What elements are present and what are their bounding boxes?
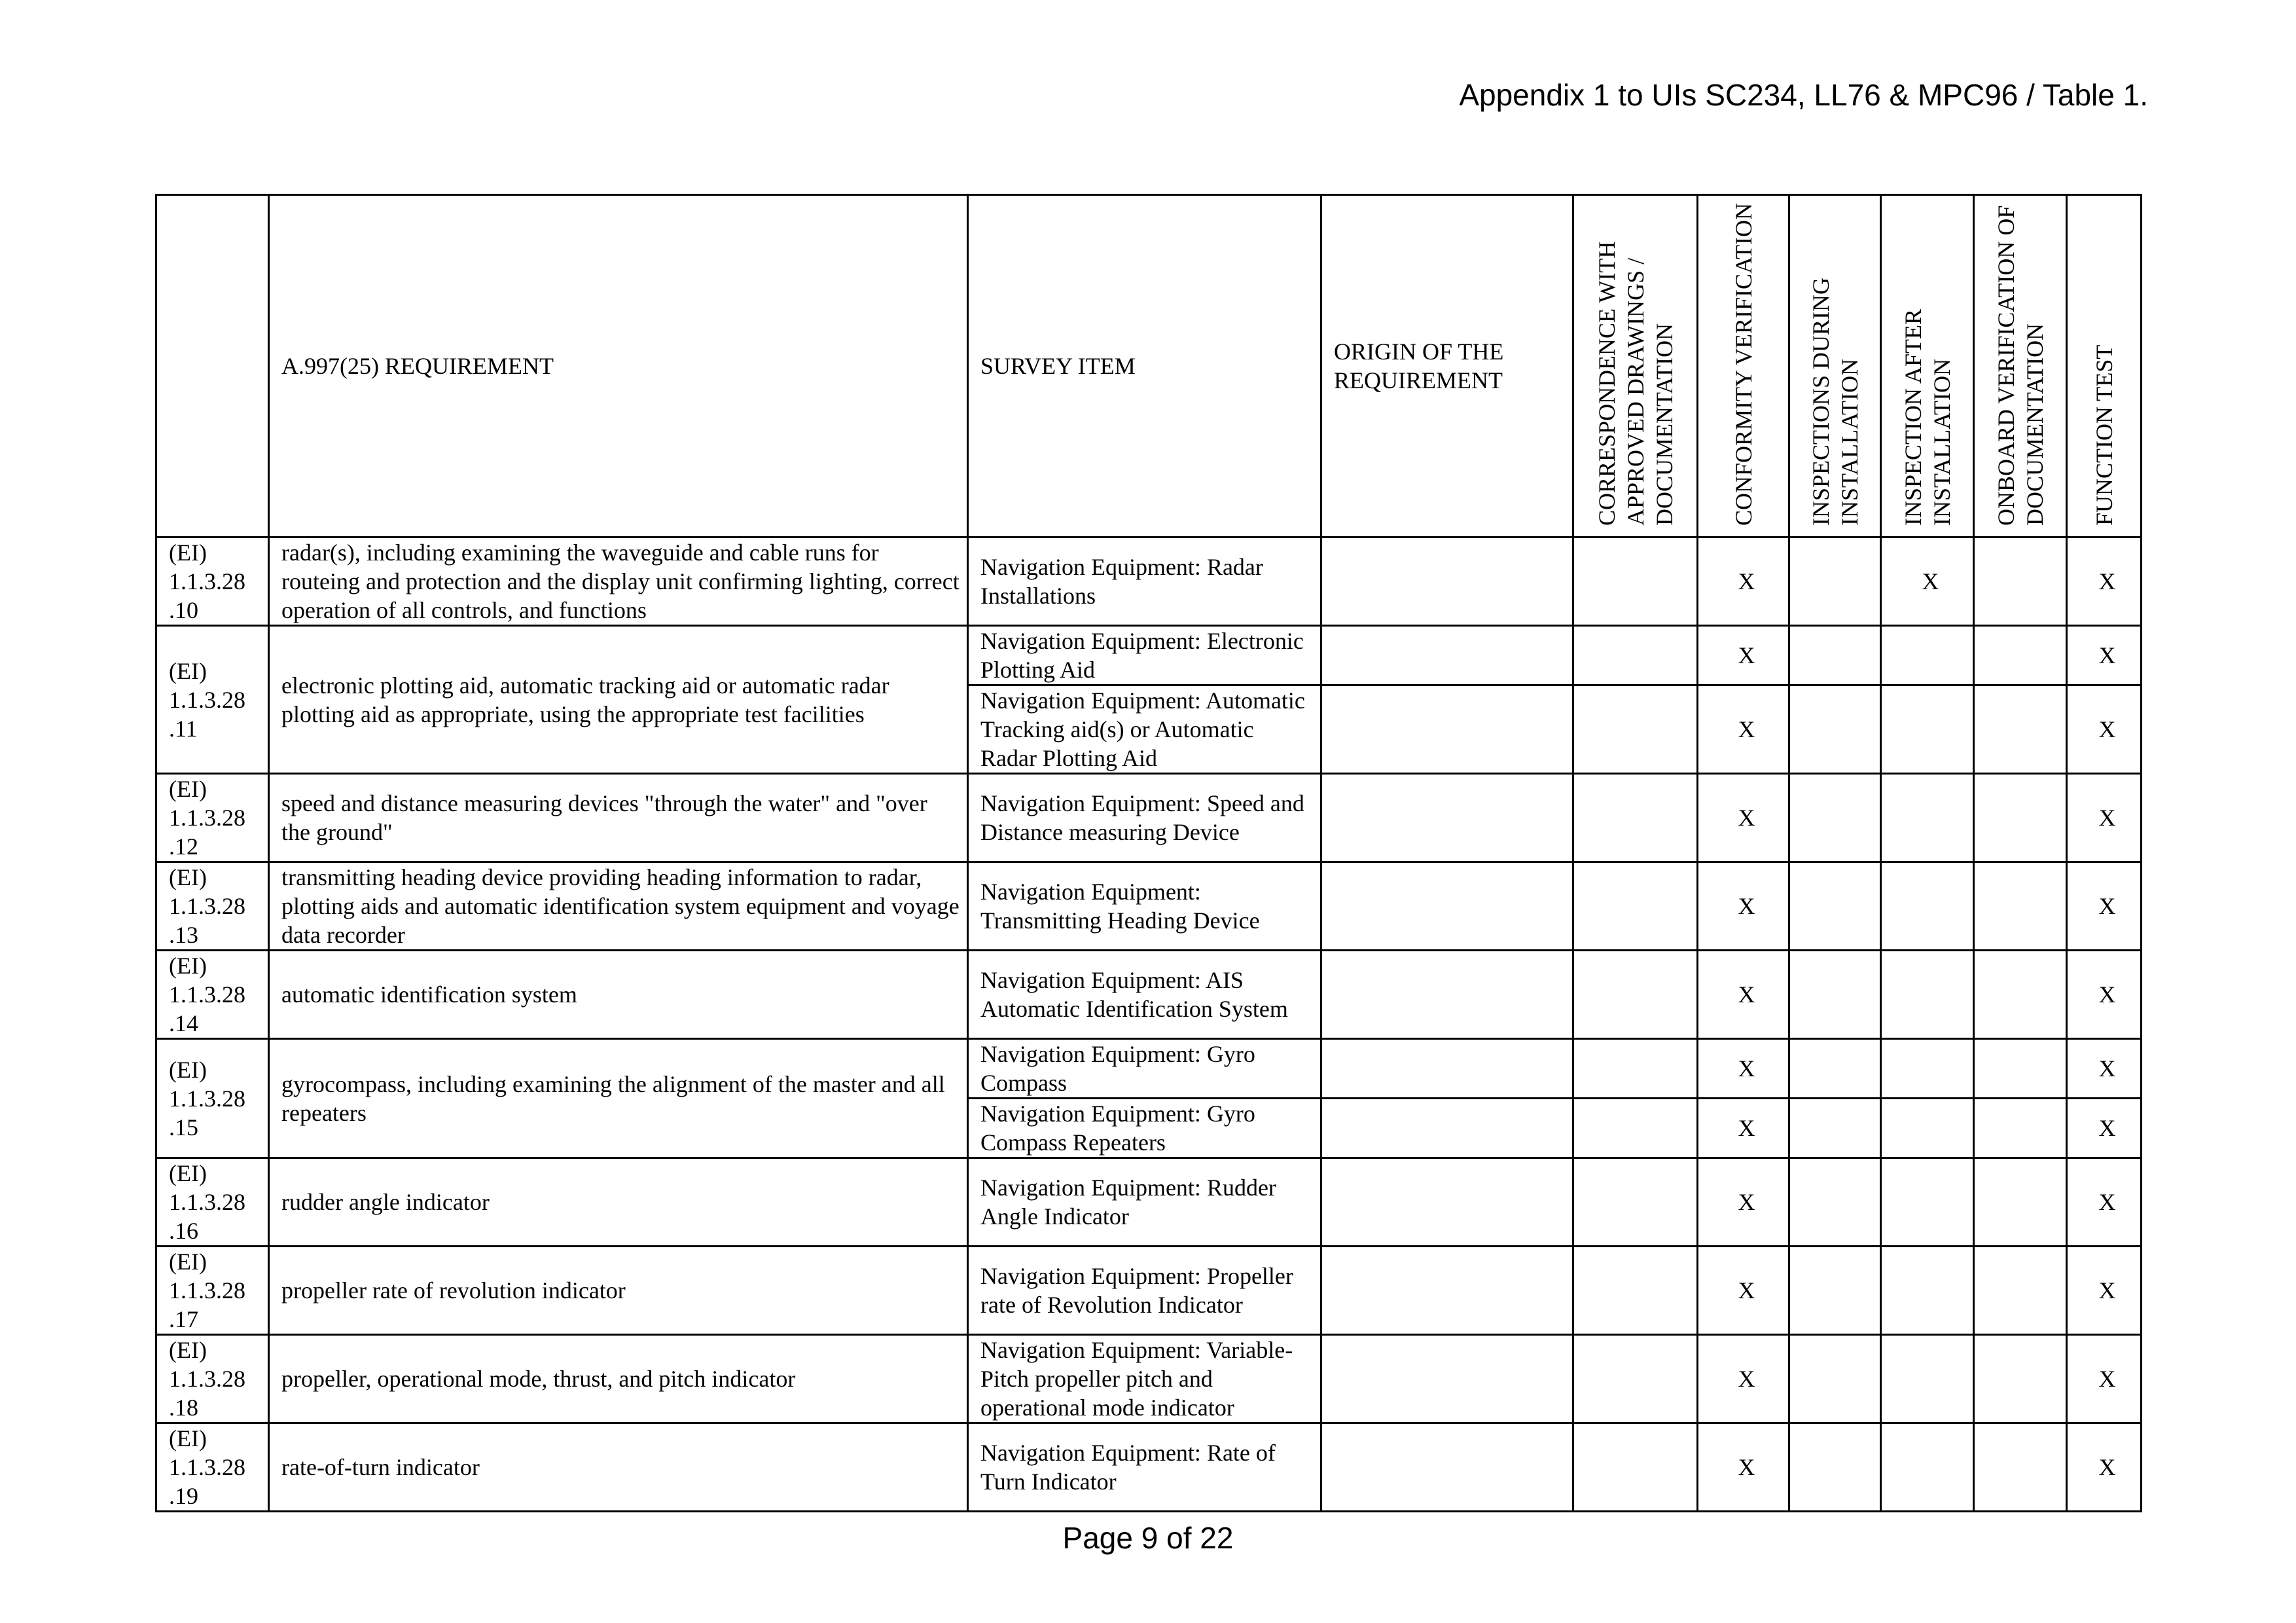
row-origin	[1321, 862, 1573, 951]
row-conformity-mark: X	[1698, 626, 1789, 685]
row-inspection-after-mark	[1881, 685, 1974, 774]
row-function-test-mark: X	[2067, 1158, 2142, 1247]
row-conformity-mark: X	[1698, 685, 1789, 774]
row-inspections-during-mark	[1789, 538, 1881, 626]
row-onboard-mark	[1974, 951, 2067, 1039]
row-ref: (EI) 1.1.3.28 .16	[156, 1158, 269, 1247]
row-function-test-mark: X	[2067, 538, 2142, 626]
row-survey-item: Navigation Equipment: Rate of Turn Indicator	[968, 1423, 1321, 1512]
row-ref: (EI) 1.1.3.28 .11	[156, 626, 269, 774]
row-correspondence-mark	[1573, 1158, 1698, 1247]
row-function-test-mark: X	[2067, 774, 2142, 862]
row-inspection-after-mark	[1881, 626, 1974, 685]
col-header-correspondence	[1573, 195, 1698, 538]
col-header-onboard	[1974, 195, 2067, 538]
row-requirement: gyrocompass, including examining the alignment of the master and all repeaters	[269, 1039, 968, 1158]
table-row	[156, 1423, 2142, 1512]
row-correspondence-mark	[1573, 685, 1698, 774]
row-requirement: speed and distance measuring devices "through the water" and "over the ground"	[269, 774, 968, 862]
row-function-test-mark: X	[2067, 685, 2142, 774]
row-onboard-mark	[1974, 862, 2067, 951]
row-inspections-during-mark	[1789, 626, 1881, 685]
row-inspections-during-mark	[1789, 951, 1881, 1039]
row-inspection-after-mark	[1881, 1423, 1974, 1512]
table-row	[156, 862, 2142, 951]
row-origin	[1321, 1247, 1573, 1335]
row-inspections-during-mark	[1789, 1423, 1881, 1512]
table-row	[156, 951, 2142, 1039]
row-origin	[1321, 626, 1573, 685]
col-header-onboard-text: ONBOARD VERIFICATION OF DOCUMENTATION	[1992, 205, 2048, 526]
row-survey-item: Navigation Equipment: Rudder Angle Indicator	[968, 1158, 1321, 1247]
col-header-inspection-after-text: INSPECTION AFTER INSTALLATION	[1899, 308, 1955, 526]
col-header-function-test-text: FUNCTION TEST	[2090, 344, 2117, 526]
col-header-ref	[156, 195, 269, 538]
row-conformity-mark: X	[1698, 1247, 1789, 1335]
row-inspections-during-mark	[1789, 685, 1881, 774]
table-row	[156, 626, 2142, 685]
row-onboard-mark	[1974, 1099, 2067, 1158]
row-requirement: propeller, operational mode, thrust, and pitch indicator	[269, 1335, 968, 1423]
row-correspondence-mark	[1573, 538, 1698, 626]
row-origin	[1321, 774, 1573, 862]
row-onboard-mark	[1974, 774, 2067, 862]
row-onboard-mark	[1974, 1158, 2067, 1247]
row-correspondence-mark	[1573, 1247, 1698, 1335]
row-ref: (EI) 1.1.3.28 .13	[156, 862, 269, 951]
col-header-correspondence-text: CORRESPONDENCE WITH APPROVED DRAWINGS / DOCUMENTATION	[1593, 241, 1677, 526]
row-function-test-mark: X	[2067, 862, 2142, 951]
row-ref: (EI) 1.1.3.28 .14	[156, 951, 269, 1039]
row-onboard-mark	[1974, 685, 2067, 774]
col-header-inspection-after	[1881, 195, 1974, 538]
row-requirement: transmitting heading device providing heading information to radar, plotting aids and automatic identification system equipment and voyage data recorder	[269, 862, 968, 951]
row-origin	[1321, 1099, 1573, 1158]
row-inspection-after-mark	[1881, 774, 1974, 862]
row-inspections-during-mark	[1789, 862, 1881, 951]
row-correspondence-mark	[1573, 626, 1698, 685]
row-inspections-during-mark	[1789, 1158, 1881, 1247]
table-body	[156, 538, 2142, 1512]
row-onboard-mark	[1974, 1423, 2067, 1512]
row-inspections-during-mark	[1789, 1099, 1881, 1158]
row-function-test-mark: X	[2067, 1335, 2142, 1423]
row-inspection-after-mark	[1881, 1158, 1974, 1247]
row-conformity-mark: X	[1698, 1335, 1789, 1423]
row-ref: (EI) 1.1.3.28 .19	[156, 1423, 269, 1512]
col-header-inspections-during	[1789, 195, 1881, 538]
row-function-test-mark: X	[2067, 1039, 2142, 1099]
row-conformity-mark: X	[1698, 538, 1789, 626]
table-row	[156, 1039, 2142, 1099]
row-function-test-mark: X	[2067, 1423, 2142, 1512]
row-origin	[1321, 1335, 1573, 1423]
row-function-test-mark: X	[2067, 1247, 2142, 1335]
row-origin	[1321, 951, 1573, 1039]
col-header-conformity	[1698, 195, 1789, 538]
row-conformity-mark: X	[1698, 1039, 1789, 1099]
row-inspections-during-mark	[1789, 1039, 1881, 1099]
row-inspection-after-mark	[1881, 1099, 1974, 1158]
col-header-conformity-text: CONFORMITY VERIFICATION	[1730, 202, 1757, 526]
table-row	[156, 774, 2142, 862]
row-onboard-mark	[1974, 1247, 2067, 1335]
table-row	[156, 1247, 2142, 1335]
row-origin	[1321, 538, 1573, 626]
row-origin	[1321, 1039, 1573, 1099]
row-survey-item: Navigation Equipment: Gyro Compass Repeaters	[968, 1099, 1321, 1158]
row-correspondence-mark	[1573, 1423, 1698, 1512]
page-footer: Page 9 of 22	[1062, 1521, 1234, 1555]
row-ref: (EI) 1.1.3.28 .10	[156, 538, 269, 626]
row-requirement: electronic plotting aid, automatic tracking aid or automatic radar plotting aid as appropriate, using the appropriate test facilities	[269, 626, 968, 774]
row-survey-item: Navigation Equipment: Gyro Compass	[968, 1039, 1321, 1099]
row-requirement: propeller rate of revolution indicator	[269, 1247, 968, 1335]
row-survey-item: Navigation Equipment: Speed and Distance measuring Device	[968, 774, 1321, 862]
requirements-table	[155, 194, 2142, 1512]
row-requirement: rudder angle indicator	[269, 1158, 968, 1247]
row-ref: (EI) 1.1.3.28 .15	[156, 1039, 269, 1158]
row-conformity-mark: X	[1698, 951, 1789, 1039]
row-conformity-mark: X	[1698, 862, 1789, 951]
col-header-survey-item: SURVEY ITEM	[968, 195, 1321, 538]
table-header-row	[156, 195, 2142, 538]
row-function-test-mark: X	[2067, 626, 2142, 685]
row-survey-item: Navigation Equipment: Variable-Pitch propeller pitch and operational mode indicator	[968, 1335, 1321, 1423]
row-survey-item: Navigation Equipment: Automatic Tracking aid(s) or Automatic Radar Plotting Aid	[968, 685, 1321, 774]
row-requirement: radar(s), including examining the waveguide and cable runs for routeing and protection and the display unit confirming lighting, correct operation of all controls, and functions	[269, 538, 968, 626]
row-inspection-after-mark	[1881, 951, 1974, 1039]
row-requirement: automatic identification system	[269, 951, 968, 1039]
row-ref: (EI) 1.1.3.28 .12	[156, 774, 269, 862]
row-onboard-mark	[1974, 1335, 2067, 1423]
row-survey-item: Navigation Equipment: Electronic Plotting Aid	[968, 626, 1321, 685]
row-function-test-mark: X	[2067, 1099, 2142, 1158]
col-header-inspections-during-text: INSPECTIONS DURING INSTALLATION	[1807, 277, 1863, 526]
row-survey-item: Navigation Equipment: Radar Installations	[968, 538, 1321, 626]
row-ref: (EI) 1.1.3.28 .18	[156, 1335, 269, 1423]
row-requirement: rate-of-turn indicator	[269, 1423, 968, 1512]
col-header-function-test	[2067, 195, 2142, 538]
row-origin	[1321, 1158, 1573, 1247]
row-correspondence-mark	[1573, 1039, 1698, 1099]
row-conformity-mark: X	[1698, 774, 1789, 862]
row-inspections-during-mark	[1789, 774, 1881, 862]
page-header: Appendix 1 to UIs SC234, LL76 & MPC96 / Table 1.	[1459, 78, 2148, 112]
row-origin	[1321, 1423, 1573, 1512]
row-conformity-mark: X	[1698, 1158, 1789, 1247]
row-origin	[1321, 685, 1573, 774]
row-onboard-mark	[1974, 538, 2067, 626]
row-inspections-during-mark	[1789, 1335, 1881, 1423]
row-correspondence-mark	[1573, 951, 1698, 1039]
row-ref: (EI) 1.1.3.28 .17	[156, 1247, 269, 1335]
table-row	[156, 1158, 2142, 1247]
row-survey-item: Navigation Equipment: Transmitting Heading Device	[968, 862, 1321, 951]
table-row	[156, 538, 2142, 626]
row-inspection-after-mark: X	[1881, 538, 1974, 626]
row-correspondence-mark	[1573, 862, 1698, 951]
row-inspection-after-mark	[1881, 862, 1974, 951]
row-inspections-during-mark	[1789, 1247, 1881, 1335]
row-inspection-after-mark	[1881, 1335, 1974, 1423]
row-survey-item: Navigation Equipment: Propeller rate of Revolution Indicator	[968, 1247, 1321, 1335]
row-conformity-mark: X	[1698, 1099, 1789, 1158]
row-inspection-after-mark	[1881, 1039, 1974, 1099]
row-conformity-mark: X	[1698, 1423, 1789, 1512]
col-header-origin: ORIGIN OF THE REQUIREMENT	[1321, 195, 1573, 538]
row-onboard-mark	[1974, 626, 2067, 685]
row-function-test-mark: X	[2067, 951, 2142, 1039]
row-correspondence-mark	[1573, 774, 1698, 862]
row-inspection-after-mark	[1881, 1247, 1974, 1335]
row-correspondence-mark	[1573, 1099, 1698, 1158]
table-row	[156, 1335, 2142, 1423]
row-correspondence-mark	[1573, 1335, 1698, 1423]
col-header-requirement: A.997(25) REQUIREMENT	[269, 195, 968, 538]
row-survey-item: Navigation Equipment: AIS Automatic Identification System	[968, 951, 1321, 1039]
row-onboard-mark	[1974, 1039, 2067, 1099]
